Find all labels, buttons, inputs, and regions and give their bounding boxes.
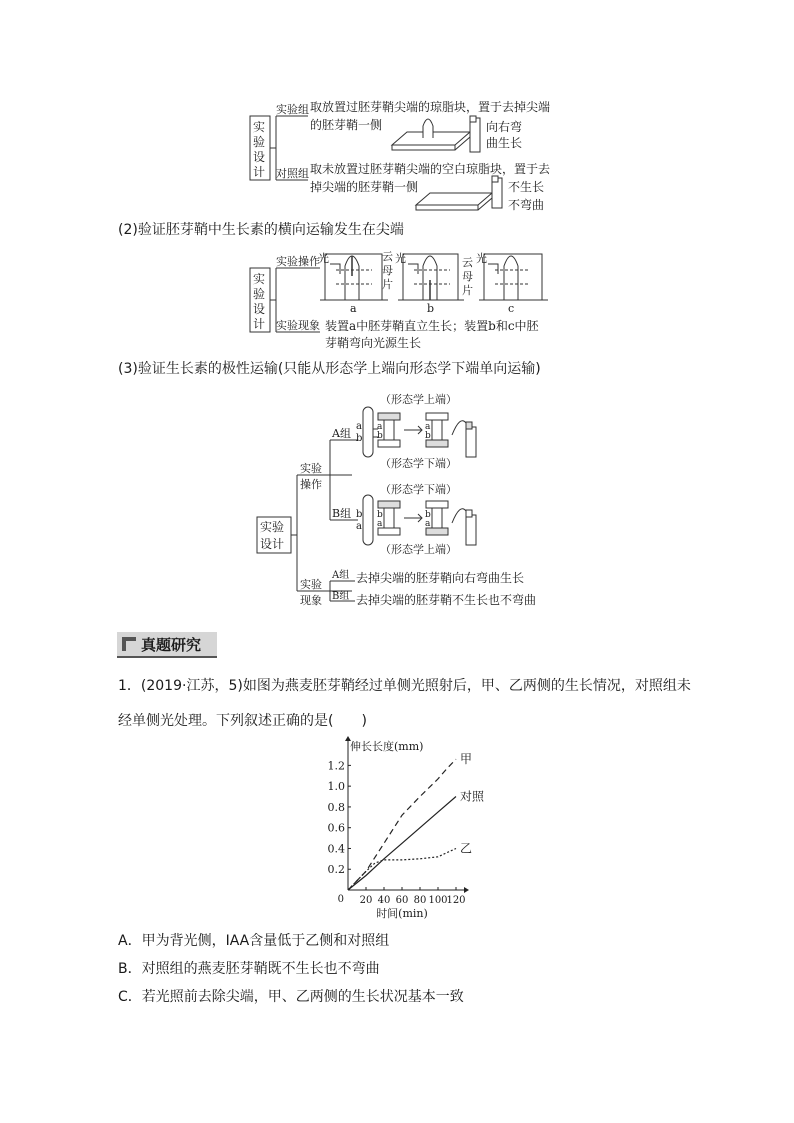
phenomenon-line2: 现象 bbox=[300, 594, 322, 607]
seg-label-a: a bbox=[377, 422, 383, 432]
result-coleoptile-a bbox=[466, 427, 476, 457]
upper-end-label-a: （形态学上端） bbox=[380, 393, 457, 406]
question-line-1: 1．(2019·江苏，5)如图为燕麦胚芽鞘经过单侧光照射后，甲、乙两侧的生长情况，对照组未 bbox=[118, 678, 691, 694]
transfer-arrow bbox=[452, 509, 466, 523]
design-box-char-4: 计 bbox=[253, 165, 266, 179]
seg-label-a4: a bbox=[425, 519, 431, 529]
heading-polar-transport: (3)验证生长素的极性运输(只能从形态学上端向形态学下端单向运输) bbox=[118, 361, 541, 377]
series-label: 乙 bbox=[460, 841, 473, 856]
label-b: b bbox=[427, 302, 435, 315]
group-a-label: A组 bbox=[332, 427, 351, 440]
mica-char-2: 母 bbox=[462, 270, 473, 283]
x-tick-label: 80 bbox=[413, 895, 427, 906]
option-c[interactable]: C．若光照前去除尖端，甲、乙两侧的生长状况基本一致 bbox=[118, 989, 464, 1005]
operation-label: 实验操作 bbox=[276, 255, 320, 268]
phen-group-a: A组 bbox=[332, 570, 350, 581]
exp-text-2: 的胚芽鞘一侧 bbox=[310, 118, 383, 132]
ctrl-result-1: 不生长 bbox=[508, 180, 545, 194]
section-icon bbox=[122, 637, 136, 651]
series-line bbox=[348, 759, 456, 890]
arrow-icon bbox=[404, 426, 422, 434]
exp-result-1: 向右弯 bbox=[486, 120, 523, 134]
seg-label-a2: a bbox=[425, 422, 431, 432]
agar-piece bbox=[470, 116, 476, 122]
label-c: c bbox=[508, 302, 515, 315]
upper-end-label-b: （形态学上端） bbox=[380, 543, 457, 556]
seg-a-top-b: a bbox=[356, 521, 362, 532]
x-axis-label: 时间(min) bbox=[376, 907, 428, 920]
mica-char-2: 母 bbox=[382, 264, 393, 277]
coleoptile-a bbox=[363, 407, 373, 457]
coleoptile-exp bbox=[470, 118, 480, 152]
seg-label-b4: b bbox=[425, 510, 431, 520]
phenomenon-label: 实验现象 bbox=[276, 319, 320, 332]
design-box-char-4: 计 bbox=[253, 317, 266, 331]
design-box-line2: 设计 bbox=[260, 537, 285, 551]
y-tick-label: 0.4 bbox=[327, 842, 345, 856]
y-tick-label: 0.8 bbox=[327, 800, 345, 814]
design-box-char-1: 实 bbox=[253, 120, 266, 134]
section-header bbox=[117, 632, 217, 658]
apparatus-b bbox=[398, 254, 464, 300]
series-label: 对照 bbox=[460, 789, 485, 804]
mica-char-1: 云 bbox=[382, 250, 393, 263]
group-b-label: B组 bbox=[332, 507, 352, 520]
design-box-char-3: 设 bbox=[253, 302, 266, 316]
growth-chart bbox=[300, 730, 500, 920]
seg-label-b2: b bbox=[425, 431, 431, 441]
seg-b-top-b: b bbox=[356, 509, 363, 520]
mica-char-3: 片 bbox=[382, 278, 393, 291]
agar-piece bbox=[466, 422, 472, 429]
phen-group-b: B组 bbox=[332, 591, 350, 602]
blank-agar-block bbox=[416, 193, 492, 210]
seg-a-top: a bbox=[356, 421, 362, 432]
seg-label-a3: a bbox=[377, 519, 383, 529]
design-box-char-1: 实 bbox=[253, 272, 266, 286]
result-coleoptile-b bbox=[466, 515, 476, 545]
diagram-lateral-transport bbox=[0, 240, 794, 360]
exp-result-2: 曲生长 bbox=[486, 136, 523, 150]
seg-b-top: b bbox=[356, 433, 363, 444]
heading-lateral-transport: (2)验证胚芽鞘中生长素的横向运输发生在尖端 bbox=[118, 222, 404, 238]
x-tick-label: 60 bbox=[395, 895, 409, 906]
phenomenon-text-1: 装置a中胚芽鞘直立生长；装置b和c中胚 bbox=[325, 319, 539, 333]
question-line-2: 经单侧光处理。下列叙述正确的是( ) bbox=[118, 713, 367, 729]
exp-text-1: 取放置过胚芽鞘尖端的琼脂块，置于去掉尖端 bbox=[310, 100, 551, 114]
agar-piece bbox=[466, 510, 472, 517]
y-tick-label: 0.2 bbox=[327, 863, 345, 877]
seg-label-b3: b bbox=[377, 510, 383, 520]
ctrl-text-2: 掉尖端的胚芽鞘一侧 bbox=[310, 180, 419, 194]
design-box-line1: 实验 bbox=[260, 520, 285, 534]
section-title: 真题研究 bbox=[141, 636, 202, 654]
series-line bbox=[348, 849, 456, 891]
mica-char-3: 片 bbox=[462, 284, 473, 297]
design-box-char-3: 设 bbox=[253, 150, 266, 164]
phenomenon-line1: 实验 bbox=[300, 578, 322, 591]
light-label-c: 光 bbox=[476, 252, 487, 265]
exp-group-label: 实验组 bbox=[276, 103, 309, 116]
series-line bbox=[348, 797, 456, 891]
ctrl-group-label: 对照组 bbox=[276, 167, 309, 180]
operation-line2: 操作 bbox=[300, 478, 322, 491]
x-tick-label: 20 bbox=[359, 895, 373, 906]
ctrl-text-1: 取未放置过胚芽鞘尖端的空白琼脂块，置于去 bbox=[310, 162, 551, 176]
phenomenon-text-2: 芽鞘弯向光源生长 bbox=[325, 336, 422, 350]
x-axis-arrow-icon bbox=[464, 887, 469, 893]
transfer-arrow bbox=[452, 421, 466, 435]
label-a: a bbox=[350, 302, 357, 315]
coleoptile-b bbox=[363, 495, 373, 545]
light-label-a: 光 bbox=[318, 252, 329, 265]
lower-end-label-b: （形态学下端） bbox=[380, 483, 457, 496]
seg-label-b: b bbox=[377, 431, 383, 441]
blank-agar-piece bbox=[492, 176, 498, 182]
result-a-text: 去掉尖端的胚芽鞘向右弯曲生长 bbox=[356, 571, 525, 585]
x-tick-label: 120 bbox=[446, 895, 466, 906]
operation-line1: 实验 bbox=[300, 462, 322, 475]
diagram-polar-transport bbox=[0, 385, 794, 615]
series-label: 甲 bbox=[460, 752, 473, 767]
result-b-text: 去掉尖端的胚芽鞘不生长也不弯曲 bbox=[356, 593, 537, 607]
coleoptile-tip bbox=[423, 119, 433, 138]
apparatus-a bbox=[320, 254, 388, 300]
lower-end-label-a: （形态学下端） bbox=[380, 457, 457, 470]
light-label-b: 光 bbox=[395, 252, 406, 265]
arrow-icon bbox=[404, 514, 422, 522]
mica-char-1: 云 bbox=[462, 256, 473, 269]
y-tick-label: 1.2 bbox=[327, 759, 345, 773]
apparatus-c bbox=[479, 254, 548, 300]
origin-label: 0 bbox=[337, 894, 344, 905]
diagram-auxin-agar-block bbox=[0, 0, 794, 230]
x-tick-label: 40 bbox=[377, 895, 391, 906]
design-box-char-2: 验 bbox=[253, 287, 266, 301]
y-tick-label: 0.6 bbox=[327, 821, 345, 835]
x-tick-label: 100 bbox=[428, 895, 448, 906]
y-axis-label: 伸长长度(mm) bbox=[350, 740, 424, 753]
ctrl-result-2: 不弯曲 bbox=[508, 198, 545, 212]
y-tick-label: 1.0 bbox=[327, 780, 345, 794]
option-b[interactable]: B．对照组的燕麦胚芽鞘既不生长也不弯曲 bbox=[118, 961, 380, 977]
design-box-char-2: 验 bbox=[253, 135, 266, 149]
option-a[interactable]: A．甲为背光侧，IAA含量低于乙侧和对照组 bbox=[118, 933, 390, 949]
